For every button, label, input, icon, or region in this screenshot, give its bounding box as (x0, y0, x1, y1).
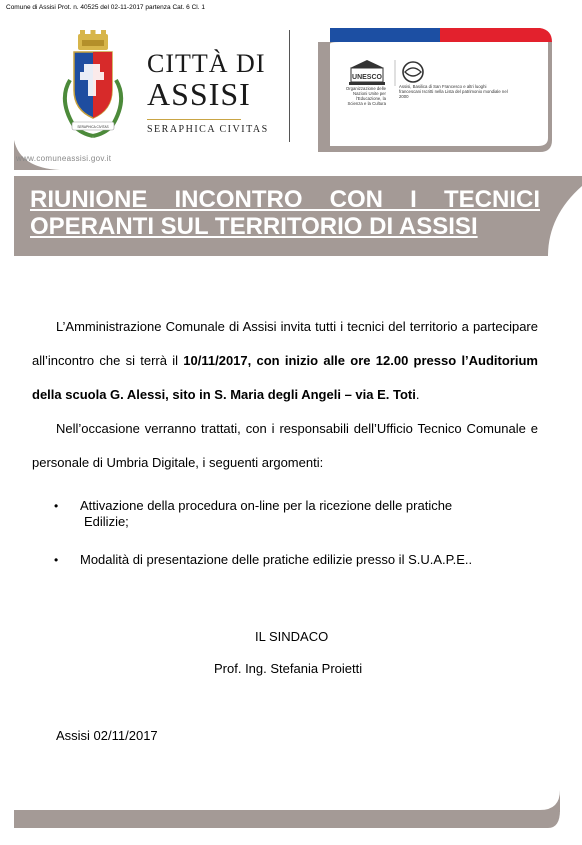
city-name-line2: ASSISI (147, 76, 251, 112)
title-line1: RIUNIONE INCONTRO CON I TECNICI (30, 186, 540, 213)
invitation-text: L’Amministrazione Comunale di Assisi invita tutti i tecnici del territorio a partecipare all’incontro che si terrà il (32, 319, 538, 368)
blue-stripe (330, 28, 440, 42)
gold-divider (147, 119, 241, 120)
topic-text: Modalità di presentazione delle pratiche edilizie presso il S.U.A.P.E.. (80, 552, 473, 567)
header-vertical-divider (289, 30, 290, 142)
city-name-line1: CITTÀ DI (147, 49, 266, 78)
website-url: www.comuneassisi.gov.it (16, 154, 112, 163)
invitation-details: 10/11/2017, con inizio alle ore 12.00 presso l’Auditorium della scuola G. Alessi, sito in S. Maria degli Angeli – via E. Toti (32, 353, 538, 402)
topics-list (32, 498, 538, 568)
red-stripe (440, 28, 552, 42)
footer-band (0, 780, 582, 845)
list-item (32, 498, 538, 530)
topic-text: Attivazione della procedura on-line per la ricezione delle pratiche (80, 498, 453, 513)
bullet-icon: • (54, 499, 59, 513)
letter-body (32, 310, 538, 568)
title-line2: OPERANTI SUL TERRITORIO DI ASSISI (30, 213, 478, 240)
crest-ribbon-text: SERAPHICA CIVITAS (77, 125, 109, 129)
unesco-org-text: Organizzazione delle Nazioni Unite per l'Educazione, la Scienza e la Cultura (345, 86, 386, 106)
page-title (30, 186, 540, 240)
city-crest-icon (52, 30, 134, 148)
paragraph-invitation (32, 310, 538, 412)
unesco-site-text: Assisi, Basilica di San Francesco e altri luoghi francescani Iscritti nella Lista del patrimonio mondiale nel 2000 (399, 84, 508, 99)
city-motto: SERAPHICA CIVITAS (147, 124, 269, 135)
bullet-icon: • (54, 553, 59, 567)
topic-text-cont: Edilizie; (84, 514, 129, 529)
paragraph-topics: Nell’occasione verranno trattati, con i responsabili dell’Ufficio Tecnico Comunale e personale di Umbria Digitale, i seguenti argomenti: (32, 421, 538, 470)
signatory-name: Prof. Ing. Stefania Proietti (214, 661, 363, 676)
city-name (147, 50, 265, 110)
unesco-logo-text: UNESCO (352, 74, 382, 81)
invitation-end: . (415, 387, 420, 402)
list-item (32, 552, 538, 568)
signatory-role: IL SINDACO (255, 629, 329, 644)
document-date: Assisi 02/11/2017 (56, 728, 158, 743)
protocol-stamp: Comune di Assisi Prot. n. 40525 del 02-11-2017 partenza Cat. 6 Cl. 1 (6, 4, 205, 11)
